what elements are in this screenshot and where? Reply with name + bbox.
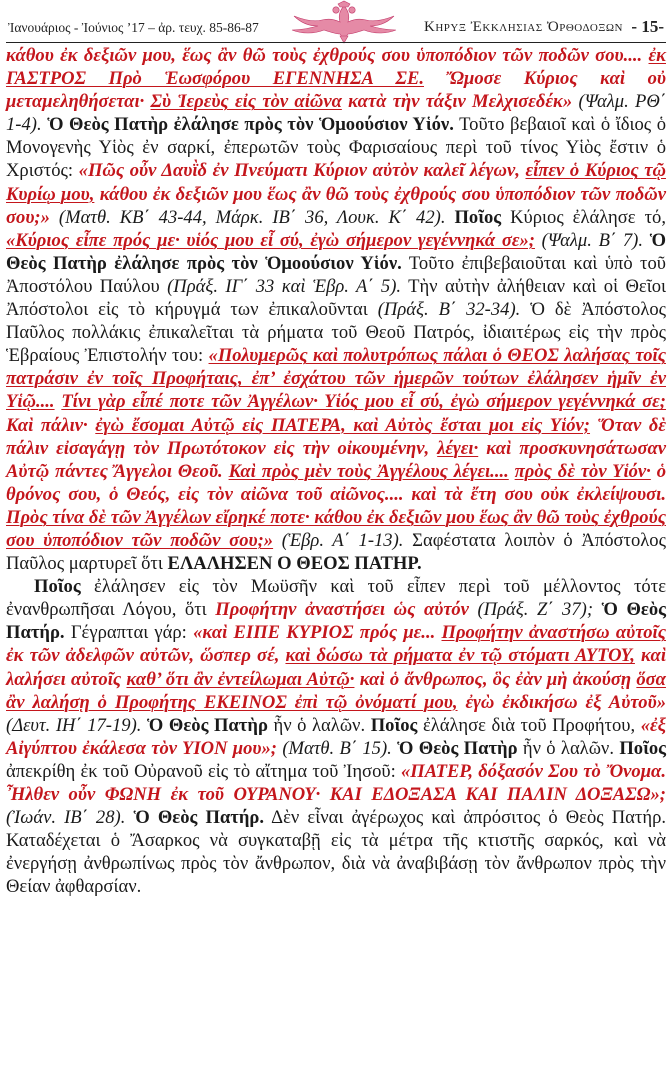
- quote-deuteronomy-18: καὶ δώσω τὰ ρήματα ἐν τῷ στόματι ΑΥΤΟΥ,: [285, 645, 635, 667]
- quote-hebrews-1: ἐγὼ ἔσομαι Αὐτῷ εἰς ΠΑΤΕΡΑ, καὶ Αὐτὸς ἔσται μοι εἰς Υἱόν;: [95, 414, 591, 436]
- body-text: ἦν ὁ λαλῶν.: [273, 714, 366, 736]
- citation: (Πράξ. ΙΓ΄ 33 καὶ Ἑβρ. Α΄ 5).: [167, 275, 402, 297]
- bold-word: Ποῖος: [34, 576, 81, 598]
- quote-matthew-22: «Πῶς οὖν Δαυῒδ ἐν Πνεύματι Κύριον αὐτὸν καλεῖ λέγων,: [78, 160, 520, 182]
- citation: (Δευτ. ΙΗ΄ 17-19).: [6, 714, 142, 736]
- journal-title: Κηρυξ Ἐκκλησιας Ὀρθοδοξων: [424, 19, 623, 35]
- header-divider: [6, 42, 666, 43]
- quote-hebrews-1: ὁ θρόνος σου, ὁ Θεός, εἰς τὸν αἰῶνα τοῦ αἰῶνος.... καὶ τὰ ἔτη σου οὐκ ἐκλείψουσι.: [6, 460, 666, 505]
- quote-deuteronomy-18: ἐγὼ ἐκδικήσω ἐξ Αὐτοῦ»: [465, 691, 666, 713]
- bold-word: Ποῖος: [370, 714, 418, 736]
- quote-hebrews-1: Καὶ πρὸς μὲν τοὺς Ἀγγέλους λέγει....: [228, 460, 509, 482]
- quote-deuteronomy-18: ἐκ τῶν ἀδελφῶν αὐτῶν, ὥσπερ σέ,: [6, 645, 280, 667]
- citation: (Ἰωάν. ΙΒ΄ 28).: [6, 807, 126, 829]
- body-text: Ὁ δὲ Ἀπόστολος Παῦλος πολλάκις ἐπικαλεῖται τὰ ρήματα τοῦ Θεοῦ Πατρός, ἰδιαιτέρως εἰς τὴν πρὸς Ἑβραίους Ἐπιστολήν του:: [6, 299, 667, 367]
- quote-hebrews-1: καὶ προσκυνησάτωσαν Αὐτῷ πάντες Ἄγγελοι Θεοῦ.: [6, 437, 667, 482]
- body-text: Τοῦτο βεβαιοῖ καὶ ὁ ἴδιος ὁ Μονογενὴς Υἱὸς ἐν σαρκί, ἐπερωτῶν τοὺς Φαρισαίους περὶ τοῦ τίνος Υἱὸς ἔστιν ὁ Χριστός:: [6, 114, 666, 182]
- citation: (Ματθ. Β΄ 15).: [282, 737, 392, 759]
- bold-statement: Ὁ Θεὸς Πατὴρ: [147, 714, 268, 736]
- body-text: Δὲν εἶναι ἀγέρωχος καὶ ἀπρόσιτος ὁ Θεὸς Πατήρ. Καταδέχεται ὁ Ἄσαρκος νὰ συγκαταβῇ εἰς τὰ μέτρα τῆς κτιστῆς σαρκός, καὶ νὰ ἐνεργήσῃ ἀνθρωπίνως πρὸς τὸν ἄνθρωπον, διὰ νὰ ἀναβιβάσῃ τὸν ἄνθρωπον πρὸς τὴν Θείαν ἀφθαρσίαν.: [6, 807, 666, 898]
- quote-deuteronomy-18: καθ’ ὅτι ἂν ἐντείλωμαι Αὐτῷ·: [126, 668, 355, 690]
- paragraph-1: [6, 44, 666, 575]
- quote-matthew-2: «ἐξ Αἰγύπτου ἐκάλεσα τὸν ΥΙΟΝ μου»;: [6, 714, 667, 759]
- body-text: Σαφέστατα λοιπὸν ὁ Ἀπόστολος Παῦλος μαρτυρεῖ ὅτι: [6, 529, 666, 575]
- quote-psalm-2: «Κύριος εἶπε πρός με· υἱός μου εἶ σύ, ἐγὼ σήμερον γεγέννηκά σε»;: [6, 229, 535, 251]
- quote-deuteronomy-18: καὶ λαλήσει αὐτοῖς: [6, 645, 666, 690]
- bold-statement: Ὁ Θεὸς Πατήρ.: [133, 807, 265, 829]
- bold-statement: Ὁ Θεὸς Πατὴρ ἐλάλησε πρὸς τὸν Ὁμοούσιον Υἱόν.: [6, 229, 666, 274]
- quote-psalm-109: Ὤμοσε Κύριος καὶ οὐ μεταμεληθήσεται·: [6, 68, 666, 113]
- quote-deuteronomy-18: Προφήτην ἀναστήσω αὐτοῖς: [441, 622, 666, 644]
- body-text: Τοῦτο ἐπιβεβαιοῦται καὶ ὑπὸ τοῦ Ἀποστόλου Παύλου: [6, 252, 666, 297]
- citation: (Ἑβρ. Α΄ 1-13).: [281, 529, 404, 551]
- citation: (Ματθ. ΚΒ΄ 43-44, Μάρκ. ΙΒ΄ 36, Λουκ. Κ΄ 42).: [58, 206, 446, 228]
- citation: (Ψαλμ. Β΄ 7).: [541, 229, 643, 251]
- quote-hebrews-1: λέγει·: [437, 437, 479, 459]
- quote-hebrews-1: «Πολυμερῶς καὶ πολυτρόπως πάλαι ὁ ΘΕΟΣ λαλήσας τοῖς πατράσιν ἐν τοῖς Προφήταις, ἐπ’ ἐσχάτου τῶν ἡμερῶν τούτων ἐλάλησεν ἡμῖν ἐν Υἱῷ....: [6, 345, 666, 413]
- bold-statement: ΕΛΑΛΗΣΕΝ Ο ΘΕΟΣ ΠΑΤΗΡ.: [167, 553, 422, 575]
- paragraph-2: [6, 575, 666, 898]
- bold-statement: Ὁ Θεὸς Πατὴρ ἐλάλησε πρὸς τὸν Ὁμοούσιον Υἱόν.: [47, 114, 454, 136]
- quote-psalm-109-emphasis: ἐκ ΓΑΣΤΡΟΣ Πρὸ Ἑωσφόρου ΕΓΕΝΝΗΣΑ ΣΕ.: [6, 45, 666, 90]
- quote-hebrews-1: Πρὸς τίνα δὲ τῶν Ἀγγέλων εἴρηκέ ποτε· κάθου ἐκ δεξιῶν μου ἕως ἂν θῶ τοὺς ἐχθρούς σου ὑποπόδιον τῶν ποδῶν σου;»: [6, 506, 666, 551]
- double-headed-eagle-icon: [270, 0, 418, 44]
- quote-hebrews-1: Καὶ πάλιν·: [6, 414, 88, 436]
- quote-hebrews-1: Τίνι γὰρ εἶπέ ποτε τῶν Ἀγγέλων· Υἱός μου εἶ σύ, ἐγὼ σήμερον γεγέννηκά σε;: [61, 391, 666, 413]
- body-text: Κύριος ἐλάλησε τό,: [510, 206, 666, 228]
- article-body: [6, 44, 666, 898]
- body-text: Τὴν αὐτὴν ἀλήθειαν καὶ οἱ Θεῖοι Ἀπόστολοι εἰς τὸ κήρυγμά των ἐπικαλοῦνται: [6, 275, 666, 321]
- citation: (Πράξ. Β΄ 32-34).: [377, 299, 521, 321]
- body-text: ἐλάλησε διὰ τοῦ Προφήτου,: [422, 714, 636, 736]
- quote-deuteronomy-18: καὶ ὁ ἄνθρωπος, ὃς ἐὰν μὴ ἀκούσῃ: [359, 668, 632, 690]
- body-text: ἀπεκρίθη ἐκ τοῦ Οὐρανοῦ εἰς τὸ αἴτημα τοῦ Ἰησοῦ:: [6, 760, 396, 782]
- quote-hebrews-1: πρὸς δὲ τὸν Υἱόν·: [514, 460, 651, 482]
- body-text: Γέγραπται γάρ:: [70, 622, 187, 644]
- quote-matthew-22-emphasis: εἶπεν ὁ Κύριος τῷ Κυρίῳ μου,: [6, 160, 666, 205]
- citation: (Ψαλμ. ΡΘ΄ 1-4).: [6, 91, 666, 136]
- quote-psalm-109-emphasis: Σὺ Ἱερεὺς εἰς τὸν αἰῶνα: [150, 91, 342, 113]
- quote-matthew-22: κάθου ἐκ δεξιῶν μου ἕως ἂν θῶ τοὺς ἐχθρούς σου ὑποπόδιον τῶν ποδῶν σου;»: [6, 183, 666, 228]
- quote-psalm-109: κατὰ τὴν τάξιν Μελχισεδέκ»: [348, 91, 573, 113]
- bold-word: Ποῖος: [454, 206, 502, 228]
- page-header: [0, 0, 672, 44]
- citation: (Πράξ. Ζ΄ 37);: [477, 599, 594, 621]
- body-text: ἐλάλησεν εἰς τὸν Μωϋσῆν καὶ τοῦ εἶπεν περὶ τοῦ μέλλοντος τότε ἐνανθρωπῆσαι Λόγου, ὅτι: [6, 576, 667, 621]
- quote-deuteronomy-18: ὅσα ἂν λαλήσῃ ὁ Προφήτης ΕΚΕΙΝΟΣ ἐπὶ τῷ ὀνόματί μου,: [6, 668, 666, 713]
- quote-john-12: «ΠΑΤΕΡ, δόξασόν Σου τὸ Ὄνομα. Ἦλθεν οὖν ΦΩΝΗ ἐκ τοῦ ΟΥΡΑΝΟΥ· ΚΑΙ ΕΔΟΞΑΣΑ ΚΑΙ ΠΑΛΙΝ ΔΟΞΑΣΩ»;: [6, 760, 666, 805]
- quote-deuteronomy-18: «καὶ ΕΙΠΕ ΚΥΡΙΟΣ πρός με...: [193, 622, 436, 644]
- quote-hebrews-1: Ὅταν δὲ πάλιν εἰσαγάγῃ τὸν Πρωτότοκον εἰς τὴν οἰκουμένην,: [6, 414, 667, 459]
- page-number: - 15-: [631, 17, 664, 36]
- body-text: ἦν ὁ λαλῶν.: [522, 737, 614, 759]
- issue-info: Ἰανουάριος - Ἰούνιος ’17 – ἀρ. τευχ. 85-86-87: [8, 20, 259, 35]
- bold-word: Ποῖος: [619, 737, 666, 759]
- bold-statement: Ὁ Θεὸς Πατὴρ: [397, 737, 518, 759]
- quote-acts-7: Προφήτην ἀναστήσει ὡς αὐτόν: [215, 599, 469, 621]
- bold-statement: Ὁ Θεὸς Πατήρ.: [6, 599, 667, 644]
- quote-psalm-109: κάθου ἐκ δεξιῶν μου, ἕως ἂν θῶ τοὺς ἐχθρούς σου ὑποπόδιον τῶν ποδῶν σου....: [6, 45, 643, 66]
